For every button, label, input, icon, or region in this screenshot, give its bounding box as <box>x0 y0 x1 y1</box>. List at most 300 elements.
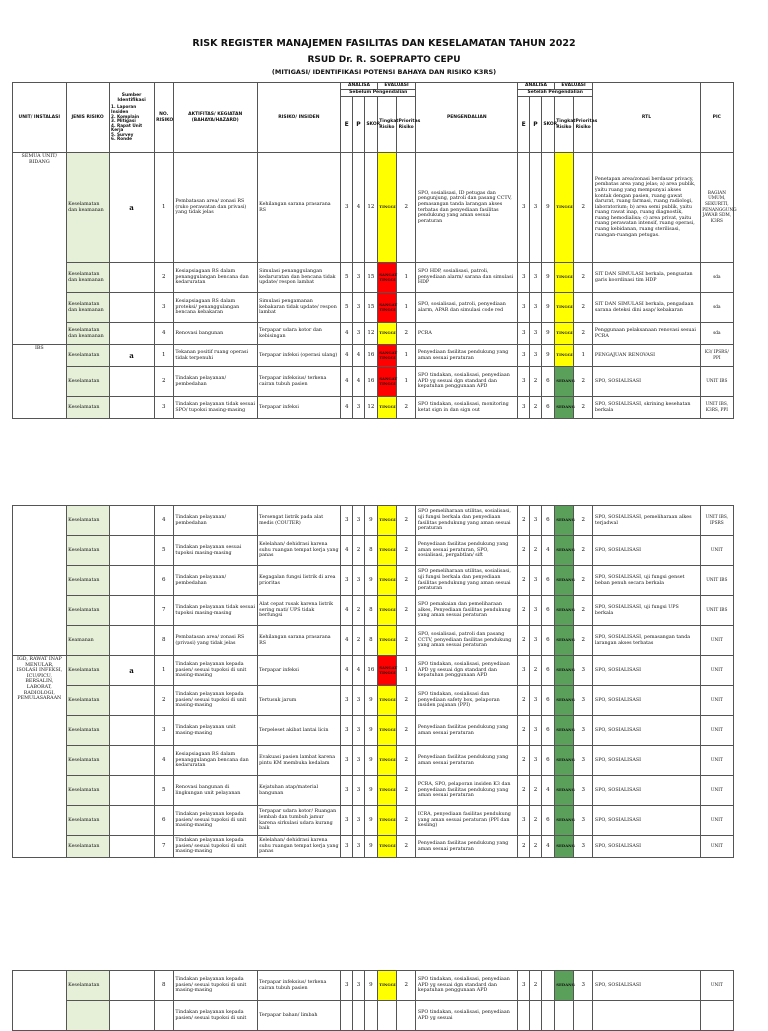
jenis-risiko-cell: Keselamatan <box>66 656 109 686</box>
e-cell: 4 <box>341 397 353 419</box>
prioritas-cell: 2 <box>397 506 416 536</box>
aktifitas-cell: Tindakan pelayanan/ pembedahan <box>173 367 257 397</box>
table-row <box>13 806 734 836</box>
rtl-cell: SIT DAN SIMULASI berkala, penguatan garis koordinasi tim HDP <box>593 263 700 293</box>
jenis-risiko-cell: Keselamatan <box>66 397 109 419</box>
p-cell: 4 <box>353 656 365 686</box>
sumber-cell <box>109 263 154 293</box>
tingkat-risiko-badge: TINGGI <box>377 686 396 716</box>
pic-cell: K3/ IPSRS/ PPI <box>700 345 733 367</box>
p-cell: 3 <box>353 686 365 716</box>
p2-cell: 3 <box>530 345 542 367</box>
rtl-cell: SPO, SOSIALISASI <box>593 971 700 1001</box>
rtl-cell: SPO, SOSIALISASI <box>593 656 700 686</box>
prioritas2-cell: 2 <box>574 506 593 536</box>
e2-cell: 3 <box>518 806 530 836</box>
skor-cell: 8 <box>364 536 377 566</box>
rtl-cell: SPO, SOSIALISASI <box>593 746 700 776</box>
e-cell: 4 <box>341 367 353 397</box>
skor-cell: 9 <box>364 716 377 746</box>
prioritas2-cell <box>574 1001 593 1031</box>
tingkat-risiko-2-badge: SEDANG <box>554 656 573 686</box>
tingkat-risiko-2-badge: SEDANG <box>554 626 573 656</box>
risiko-cell: Simulasi penanggulangan kedaruratan dan bencana tidak update/ respon lambat <box>257 263 341 293</box>
no-risiko-cell: 7 <box>154 836 173 858</box>
prioritas-cell: 1 <box>397 293 416 323</box>
table-row <box>13 776 734 806</box>
sumber-cell <box>109 716 154 746</box>
pengendalian-cell: Penyediaan fasilitas pendukung yang aman sesuai peraturan <box>416 746 518 776</box>
prioritas2-cell: 2 <box>574 153 593 263</box>
no-risiko-cell: 5 <box>154 536 173 566</box>
table-row <box>13 971 734 1001</box>
rtl-cell: SPO, SOSIALISASI, uji fungsi UPS berkala <box>593 596 700 626</box>
sumber-cell <box>109 596 154 626</box>
header-table <box>12 82 734 153</box>
e2-cell: 3 <box>518 971 530 1001</box>
risiko-cell: Terpapar infeksi <box>257 656 341 686</box>
pic-cell: UNIT <box>700 626 733 656</box>
p2-cell: 3 <box>530 153 542 263</box>
prioritas-cell <box>397 1001 416 1031</box>
sumber-cell <box>109 746 154 776</box>
prioritas2-cell: 3 <box>574 806 593 836</box>
risiko-cell: Tertusuk jarum <box>257 686 341 716</box>
tingkat-risiko-2-badge: SEDANG <box>554 806 573 836</box>
table-row <box>13 345 734 367</box>
unit-cell: IBS <box>13 345 67 419</box>
prioritas-cell: 1 <box>397 263 416 293</box>
aktifitas-cell: Tindakan pelayanan kepada pasien/ sesuai tupoksi di unit masing-masing <box>173 806 257 836</box>
pengendalian-cell: SPO tindakan, sosialisasi, penyediaan APD yg sesuai dgn standard dan kepatuhan penggunaan APD <box>416 971 518 1001</box>
p2-cell <box>530 1001 542 1031</box>
col-no: NO. RISIKO <box>154 83 173 153</box>
skor-cell: 16 <box>364 656 377 686</box>
no-risiko-cell: 1 <box>154 345 173 367</box>
prioritas-cell: 2 <box>397 566 416 596</box>
jenis-risiko-cell: Keselamatan <box>66 596 109 626</box>
risiko-cell: Kegagalan fungsi listrik di area prioritas <box>257 566 341 596</box>
skor-cell: 9 <box>364 566 377 596</box>
prioritas2-cell: 2 <box>574 367 593 397</box>
no-risiko-cell: 8 <box>154 971 173 1001</box>
skor-cell: 8 <box>364 596 377 626</box>
tingkat-risiko-badge: TINGGI <box>377 776 396 806</box>
prioritas2-cell: 3 <box>574 746 593 776</box>
no-risiko-cell: 4 <box>154 506 173 536</box>
no-risiko-cell: 2 <box>154 367 173 397</box>
sumber-cell: a <box>109 656 154 686</box>
pic-cell: BAGIAN UMUM, SEKURITI, PENANGGUNG JAWAB SDM, K3RS <box>700 153 733 263</box>
table-row <box>13 626 734 656</box>
e2-cell: 3 <box>518 656 530 686</box>
risiko-cell: Alat cepat rusak karena listrik sering mati/ UPS tidak berfungsi <box>257 596 341 626</box>
sumber-cell <box>109 1001 154 1031</box>
p-cell: 3 <box>353 323 365 345</box>
skor2-cell: 6 <box>541 746 554 776</box>
risiko-cell: Terpapar udara kotor/ Ruangan lembab dan tumbuh jamur karena sirkulasi udara kurang baik <box>257 806 341 836</box>
p-cell: 3 <box>353 776 365 806</box>
rtl-cell: Penetapan area/zonasi berdasar privacy, pembatas area yang jelas; a) area publik, yaitu ruang yang mempunyai akses kontak dengan pasien, ruang gawat darurat, ruang farmasi, ruang radiologi, laboratorium; b) area semi publik, yaitu ruang rawat inap, ruang diagnostik, ruang hemodialisa; c) area privat, yaitu ruang perawatan intensif, ruang operasi, ruang kebidanan, ruang sterilisasi, ruangan-ruangan petugas. <box>593 153 700 263</box>
prioritas-cell: 2 <box>397 626 416 656</box>
skor-cell: 9 <box>364 806 377 836</box>
aktifitas-cell: Kesiapsiagaan RS dalam penanggulangan bencana dan kedaruratan <box>173 746 257 776</box>
tingkat-risiko-2-badge <box>554 1001 573 1031</box>
risiko-cell: Kelelahan/ dehidrasi karena suhu ruangan tempat kerja yang panas <box>257 536 341 566</box>
risiko-cell: Kehilangan sarana prasarana RS <box>257 626 341 656</box>
rtl-cell: SPO, SOSIALISASI <box>593 836 700 858</box>
skor2-cell: 6 <box>541 626 554 656</box>
rtl-cell: SPO, SOSIALISASI <box>593 806 700 836</box>
col-p: P <box>353 97 365 153</box>
e2-cell: 2 <box>518 716 530 746</box>
no-risiko-cell: 6 <box>154 806 173 836</box>
e-cell: 3 <box>341 971 353 1001</box>
tingkat-risiko-badge: SANGAT TINGGI <box>377 656 396 686</box>
pengendalian-cell: ICRA, penyediaan fasilitas pendukung yang aman sesuai peraturan (PPI dan kesling) <box>416 806 518 836</box>
tingkat-risiko-badge: TINGGI <box>377 397 396 419</box>
prioritas2-cell: 3 <box>574 686 593 716</box>
sumber-cell: a <box>109 345 154 367</box>
col-sumber-list: 1. Laporan Insiden 2. Komplain 3. Mitigasi 4. Rapat Unit Kerja 5. Survey 6. Ronde <box>111 104 143 142</box>
jenis-risiko-cell: Keselamatan dan keamanan <box>66 323 109 345</box>
tingkat-risiko-badge: SANGAT TINGGI <box>377 293 396 323</box>
pengendalian-cell: SPO, sosialisasi, ID petugas dan pengunjung, patroli dan pasang CCTV, pemasangan tanda larangan akses terbatas dan penyediaan fasilitas pendukung yang aman sesuai peraturan <box>416 153 518 263</box>
col-evaluasi: EVALUASI <box>377 83 416 90</box>
col-analisa-2: ANALISA <box>518 83 555 90</box>
sumber-cell <box>109 971 154 1001</box>
prioritas-cell: 2 <box>397 836 416 858</box>
sumber-cell <box>109 323 154 345</box>
pengendalian-cell: SPO tindakan, sosialisasi, penyediaan APD yg sesuai dgn standard dan kepatuhan penggunaan APD <box>416 367 518 397</box>
table-row <box>13 716 734 746</box>
p2-cell: 3 <box>530 686 542 716</box>
rtl-cell: SPO, SOSIALISASI <box>593 367 700 397</box>
col-evaluasi-2: EVALUASI <box>554 83 593 90</box>
risiko-cell: Kehilangan sarana prasarana RS <box>257 153 341 263</box>
p2-cell: 3 <box>530 626 542 656</box>
p2-cell: 2 <box>530 367 542 397</box>
tingkat-risiko-2-badge: SEDANG <box>554 716 573 746</box>
pic-cell: sda <box>700 323 733 345</box>
prioritas2-cell: 2 <box>574 293 593 323</box>
no-risiko-cell: 3 <box>154 397 173 419</box>
table-row <box>13 153 734 263</box>
aktifitas-cell: Tindakan pelayanan tidak sesuai SPO/ tupoksi masing-masing <box>173 397 257 419</box>
pic-cell: sda <box>700 263 733 293</box>
pengendalian-cell: SPO tindakan, sosialisasi dan penyediaan safety box, pelaporan insiden pajanan (PPI) <box>416 686 518 716</box>
e-cell: 3 <box>341 686 353 716</box>
no-risiko-cell: 6 <box>154 566 173 596</box>
tingkat-risiko-badge: SANGAT TINGGI <box>377 263 396 293</box>
register-table-segment <box>12 970 734 1031</box>
pengendalian-cell: Penyediaan fasilitas pendukung yang aman sesuai peraturan <box>416 836 518 858</box>
skor-cell: 15 <box>364 293 377 323</box>
register-table-segment <box>12 152 737 419</box>
e2-cell: 3 <box>518 345 530 367</box>
tingkat-risiko-2-badge: TINGGI <box>554 345 573 367</box>
p2-cell: 3 <box>530 506 542 536</box>
no-risiko-cell: 5 <box>154 776 173 806</box>
risiko-cell: Kelelahan/ dehidrasi karena suhu ruangan tempat kerja yang panas <box>257 836 341 858</box>
col-tingkat: Tingkat Risiko <box>377 97 396 153</box>
col-prioritas-2: Prioritas Risiko <box>574 97 593 153</box>
prioritas-cell: 2 <box>397 686 416 716</box>
tingkat-risiko-2-badge: TINGGI <box>554 323 573 345</box>
rtl-cell: SPO, SOSIALISASI, pemeliharaan alkes terjadwal <box>593 506 700 536</box>
p-cell: 2 <box>353 536 365 566</box>
table-row <box>13 367 734 397</box>
aktifitas-cell: Tindakan pelayanan kepada pasien/ sesuai tupoksi di unit <box>173 1001 257 1031</box>
col-analisa: ANALISA <box>341 83 378 90</box>
aktifitas-cell: Tindakan pelayanan kepada pasien/ sesuai tupoksi di unit masing-masing <box>173 836 257 858</box>
col-skor-2: SKOR <box>541 97 554 153</box>
prioritas-cell: 2 <box>397 596 416 626</box>
jenis-risiko-cell: Keselamatan <box>66 806 109 836</box>
pic-cell: UNIT <box>700 656 733 686</box>
prioritas-cell: 2 <box>397 153 416 263</box>
e-cell: 4 <box>341 626 353 656</box>
prioritas-cell: 2 <box>397 397 416 419</box>
skor2-cell: 6 <box>541 806 554 836</box>
e-cell: 3 <box>341 836 353 858</box>
tingkat-risiko-badge: TINGGI <box>377 746 396 776</box>
pengendalian-cell: Penyediaan fasilitas pendukung yang aman sesuai peraturan, SPO, sosialisasi, pergabtlan/ sift <box>416 536 518 566</box>
no-risiko-cell: 7 <box>154 596 173 626</box>
prioritas2-cell: 3 <box>574 776 593 806</box>
col-skor: SKOR <box>364 97 377 153</box>
jenis-risiko-cell: Keselamatan <box>66 686 109 716</box>
tingkat-risiko-badge: SANGAT TINGGI <box>377 367 396 397</box>
tingkat-risiko-2-badge: SEDANG <box>554 686 573 716</box>
aktifitas-cell: Renovasi bangunan <box>173 323 257 345</box>
risiko-cell: Tersengat listrik pada alat medis (COUTER) <box>257 506 341 536</box>
jenis-risiko-cell: Keselamatan <box>66 716 109 746</box>
sumber-cell <box>109 686 154 716</box>
prioritas-cell: 1 <box>397 345 416 367</box>
rtl-cell: SPO, SOSIALISASI <box>593 716 700 746</box>
pengendalian-cell: SPO pemakaian dan pemeliharaan alkes, Penyediaan fasilitas pendukung yang aman sesuai peraturan <box>416 596 518 626</box>
rtl-cell: Penggunaan pelaksanaan renovasi sesuai PCRA <box>593 323 700 345</box>
page-subtitle: (MITIGASI/ IDENTIFIKASI POTENSI BAHAYA DAN RISIKO K3RS) <box>271 68 497 76</box>
risiko-cell: Terpapar infeksius/ terkena cairan tubuh pasien <box>257 971 341 1001</box>
e2-cell: 3 <box>518 397 530 419</box>
aktifitas-cell: Tekanan positif ruang operasi tidak terpenuhi <box>173 345 257 367</box>
table-row <box>13 293 734 323</box>
table-row <box>13 596 734 626</box>
aktifitas-cell: Pembatasan area/ zonasi RS (privasi) yang tidak jelas <box>173 626 257 656</box>
e2-cell: 2 <box>518 536 530 566</box>
sumber-cell <box>109 536 154 566</box>
table-row <box>13 536 734 566</box>
pengendalian-cell: SPO tindakan, sosialisasi, monitoring ketat sign in dan sign out <box>416 397 518 419</box>
rtl-cell: SIT DAN SIMULASI berkala, pengadaan sarana deteksi dini asap/ kebakaran <box>593 293 700 323</box>
tingkat-risiko-2-badge: SEDANG <box>554 971 573 1001</box>
pic-cell: UNIT IBS <box>700 596 733 626</box>
aktifitas-cell: Tindakan pelayanan tidak sesuai tupoksi masing-masing <box>173 596 257 626</box>
skor2-cell: 6 <box>541 716 554 746</box>
table-row <box>13 1001 734 1031</box>
tingkat-risiko-2-badge: SEDANG <box>554 536 573 566</box>
aktifitas-cell: Pembatasan area/ zonasi RS (ruko perawatan dan privasi) yang tidak jelas <box>173 153 257 263</box>
tingkat-risiko-2-badge: SEDANG <box>554 836 573 858</box>
pengendalian-cell: PCRA, SPO, pelaporan insiden K3 dan penyediaan fasilitas pendukung yang aman sesuai peraturan <box>416 776 518 806</box>
e2-cell: 3 <box>518 323 530 345</box>
p2-cell: 2 <box>530 397 542 419</box>
risiko-cell: Terpapar infeksius/ terkena cairan tubuh pasien <box>257 367 341 397</box>
skor2-cell: 4 <box>541 836 554 858</box>
p2-cell: 3 <box>530 323 542 345</box>
skor2-cell: 6 <box>541 397 554 419</box>
tingkat-risiko-2-badge: SEDANG <box>554 397 573 419</box>
jenis-risiko-cell: Keselamatan dan keamanan <box>66 263 109 293</box>
col-sebelum: Sebelum Pengendalian <box>341 90 416 97</box>
prioritas-cell: 2 <box>397 971 416 1001</box>
skor-cell: 9 <box>364 746 377 776</box>
pengendalian-cell: SPO tindakan, sosialisasi, penyediaan APD yg sesuai <box>416 1001 518 1031</box>
pengendalian-cell: SPO pemeliharaan utilitas, sosialisasi, uji fungsi berkala dan penyediaan fasilitas pendukung yang aman sesuai peraturan <box>416 566 518 596</box>
e-cell: 3 <box>341 746 353 776</box>
tingkat-risiko-badge: TINGGI <box>377 836 396 858</box>
p2-cell: 2 <box>530 776 542 806</box>
risiko-cell: Terpeleset akibat lantai licin <box>257 716 341 746</box>
pic-cell: UNIT <box>700 686 733 716</box>
prioritas-cell: 2 <box>397 746 416 776</box>
e-cell: 3 <box>341 153 353 263</box>
pic-cell <box>700 1001 733 1031</box>
rtl-cell: SPO, SOSIALISASI <box>593 686 700 716</box>
skor-cell: 9 <box>364 836 377 858</box>
aktifitas-cell: Tindakan pelayanan unit masing-masing <box>173 716 257 746</box>
aktifitas-cell: Tindakan pelayanan kepada pasien/ sesuai tupoksi di unit masing-masing <box>173 686 257 716</box>
p-cell: 3 <box>353 293 365 323</box>
tingkat-risiko-badge: TINGGI <box>377 971 396 1001</box>
prioritas-cell: 2 <box>397 536 416 566</box>
tingkat-risiko-badge: SANGAT TINGGI <box>377 345 396 367</box>
e-cell: 3 <box>341 716 353 746</box>
skor2-cell: 6 <box>541 656 554 686</box>
skor-cell: 12 <box>364 397 377 419</box>
p2-cell: 3 <box>530 293 542 323</box>
p-cell: 3 <box>353 566 365 596</box>
page-title: RISK REGISTER MANAJEMEN FASILITAS DAN KESELAMATAN TAHUN 2022 <box>192 38 576 49</box>
prioritas2-cell: 3 <box>574 836 593 858</box>
table-row <box>13 746 734 776</box>
p2-cell: 3 <box>530 596 542 626</box>
unit-cell: SEMUA UNIT/ BIDANG <box>13 153 67 345</box>
pic-cell: UNIT <box>700 716 733 746</box>
e-cell: 4 <box>341 596 353 626</box>
skor-cell: 12 <box>364 323 377 345</box>
skor-cell: 9 <box>364 686 377 716</box>
p2-cell: 2 <box>530 971 542 1001</box>
tingkat-risiko-badge: TINGGI <box>377 506 396 536</box>
aktifitas-cell: Tindakan pelayanan sesuai tupoksi masing-masing <box>173 536 257 566</box>
jenis-risiko-cell: Keselamatan <box>66 345 109 367</box>
jenis-risiko-cell: Keselamatan <box>66 506 109 536</box>
skor-cell: 9 <box>364 971 377 1001</box>
e-cell: 4 <box>341 536 353 566</box>
p2-cell: 2 <box>530 806 542 836</box>
col-e-2: E <box>518 97 530 153</box>
col-unit: UNIT/ INSTALASI <box>13 83 67 153</box>
pengendalian-cell: SPO, sosialisasi, patroli dan pasang CCTV, penyediaan fasilitas pendukung yang aman sesuai peraturan <box>416 626 518 656</box>
tingkat-risiko-badge: TINGGI <box>377 323 396 345</box>
skor2-cell <box>541 971 554 1001</box>
prioritas2-cell: 3 <box>574 716 593 746</box>
col-jenis: JENIS RISIKO <box>66 83 109 153</box>
sumber-cell <box>109 806 154 836</box>
sumber-cell <box>109 566 154 596</box>
unit-cell: IGD, RAWAT INAP MENULAR, ISOLASI INFEKSI, ICU/PICU, BERSALIN, LABORAT, RADIOLOGI, PEMULASARAAN <box>13 656 67 858</box>
prioritas2-cell: 2 <box>574 263 593 293</box>
sumber-cell: a <box>109 153 154 263</box>
sumber-cell <box>109 367 154 397</box>
p-cell: 3 <box>353 836 365 858</box>
table-row <box>13 397 734 419</box>
jenis-risiko-cell: Keselamatan <box>66 836 109 858</box>
rtl-cell: SPO, SOSIALISASI <box>593 536 700 566</box>
prioritas2-cell: 2 <box>574 323 593 345</box>
tingkat-risiko-2-badge: SEDANG <box>554 367 573 397</box>
p2-cell: 3 <box>530 566 542 596</box>
col-aktifitas: AKTIFITAS/ KEGIATAN (BAHAYA/HAZARD) <box>173 83 257 153</box>
skor-cell: 16 <box>364 345 377 367</box>
skor2-cell: 6 <box>541 596 554 626</box>
prioritas2-cell: 3 <box>574 971 593 1001</box>
e2-cell: 2 <box>518 746 530 776</box>
p2-cell: 3 <box>530 746 542 776</box>
skor2-cell: 6 <box>541 367 554 397</box>
jenis-risiko-cell: Keamanan <box>66 626 109 656</box>
pengendalian-cell: SPO HDP, sosialisasi, patroli, penyediaan alarm/ sarana dan simulasi HDP <box>416 263 518 293</box>
jenis-risiko-cell: Keselamatan <box>66 566 109 596</box>
skor2-cell: 4 <box>541 776 554 806</box>
jenis-risiko-cell: Keselamatan dan keamanan <box>66 153 109 263</box>
tingkat-risiko-badge: TINGGI <box>377 596 396 626</box>
tingkat-risiko-2-badge: SEDANG <box>554 596 573 626</box>
table-row <box>13 686 734 716</box>
p-cell: 2 <box>353 626 365 656</box>
prioritas2-cell: 2 <box>574 566 593 596</box>
pengendalian-cell: SPO tindakan, sosialisasi, penyediaan APD yg sesuai dgn standard dan kepatuhan penggunaan APD <box>416 656 518 686</box>
risiko-cell: Terpapar infeksi <box>257 397 341 419</box>
skor2-cell: 9 <box>541 323 554 345</box>
e2-cell: 2 <box>518 506 530 536</box>
e-cell: 4 <box>341 656 353 686</box>
prioritas2-cell: 2 <box>574 536 593 566</box>
tingkat-risiko-2-badge: SEDANG <box>554 566 573 596</box>
p2-cell: 2 <box>530 656 542 686</box>
sumber-cell <box>109 776 154 806</box>
risiko-cell: Kejatuhan atap/material bangunan <box>257 776 341 806</box>
skor-cell <box>364 1001 377 1031</box>
col-pic: PIC <box>700 83 733 153</box>
tingkat-risiko-2-badge: TINGGI <box>554 153 573 263</box>
skor2-cell: 9 <box>541 293 554 323</box>
aktifitas-cell: Tindakan pelayanan kepada pasien/ sesuai tupoksi di unit masing-masing <box>173 971 257 1001</box>
p-cell: 4 <box>353 367 365 397</box>
rtl-cell <box>593 1001 700 1031</box>
aktifitas-cell: Tindakan pelayanan/ pembedahan <box>173 506 257 536</box>
e-cell <box>341 1001 353 1031</box>
aktifitas-cell: Tindakan pelayanan kepada pasien/ sesuai tupoksi di unit masing-masing <box>173 656 257 686</box>
risiko-cell: Terpapar bahan/ limbah <box>257 1001 341 1031</box>
pic-cell: sda <box>700 293 733 323</box>
table-row <box>13 656 734 686</box>
aktifitas-cell: Kesiapsiagaan RS dalam penanggulangan bencana dan kedaruratan <box>173 263 257 293</box>
p-cell: 3 <box>353 716 365 746</box>
